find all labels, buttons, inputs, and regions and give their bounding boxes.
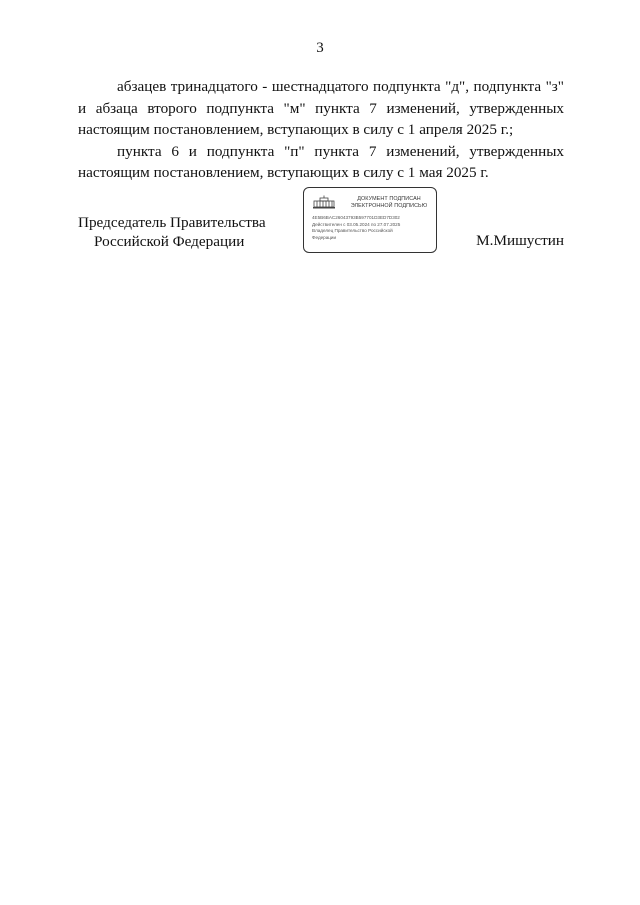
paragraph-2	[78, 141, 564, 184]
government-building-icon	[312, 195, 336, 209]
stamp-details	[312, 215, 436, 241]
stamp-heading-line-1: ДОКУМЕНТ ПОДПИСАН	[357, 196, 421, 202]
stamp-heading-line-2: ЭЛЕКТРОННОЙ ПОДПИСЬЮ	[350, 203, 428, 209]
paragraph-2-line-1: пункта 6 и подпункта "п" пункта 7 изменений, утвержденных	[117, 142, 564, 160]
electronic-signature-stamp	[303, 187, 437, 253]
signatory-title-line-2: Российской Федерации	[94, 233, 245, 250]
paragraph-1	[78, 76, 564, 141]
stamp-validity: Действителен с 03.05.2024 по 27.07.2025	[312, 221, 401, 227]
stamp-heading	[342, 196, 436, 210]
signatory-name: М.Мишустин	[476, 232, 564, 249]
paragraph-1-line-2: и абзаца второго подпункта "м" пункта 7 изменений, утвержденных	[78, 99, 564, 117]
paragraph-1-line-3: настоящим постановлением, вступающих в силу с 1 апреля 2025 г.;	[78, 121, 514, 138]
signatory-title-line-1: Председатель Правительства	[78, 214, 266, 231]
stamp-owner-line-2: Федерации	[312, 234, 337, 240]
page-number: 3	[316, 40, 324, 56]
stamp-owner-line-1: Владелец Правительство Российской	[312, 228, 393, 234]
stamp-certificate: 4E5B6BAC26043793B597701D3ED7D302	[312, 215, 400, 220]
signatory-title	[78, 213, 266, 251]
paragraph-2-line-2: настоящим постановлением, вступающих в силу с 1 мая 2025 г.	[78, 164, 489, 181]
document-body	[78, 76, 564, 184]
paragraph-1-line-1: абзацев тринадцатого - шестнадцатого подпункта "д", подпункта "з"	[117, 78, 564, 95]
